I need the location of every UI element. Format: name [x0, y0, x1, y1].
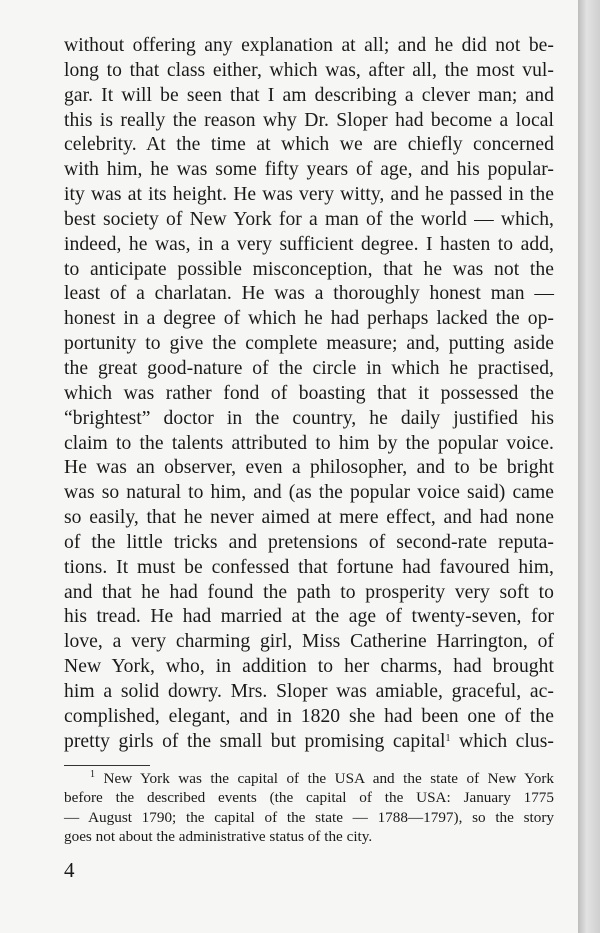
text-line: portunity to give the complete measure; and, putting aside	[64, 333, 554, 355]
text-line: indeed, he was, in a very sufficient degree. I hasten to add,	[64, 233, 554, 255]
text-line: least of a charlatan. He was a thoroughly honest man —	[64, 283, 554, 305]
footnote-divider	[64, 765, 150, 766]
text-line: gar. It will be seen that I am describing a clever man; and	[64, 84, 554, 106]
text-line: him a solid dowry. Mrs. Sloper was amiable, graceful, ac-	[64, 680, 554, 702]
text-line: with him, he was some fifty years of age, and his popular-	[64, 159, 554, 181]
text-segment: pretty girls of the small but promising capital	[64, 730, 446, 752]
text-line: complished, elegant, and in 1820 she had been one of the	[64, 705, 554, 727]
text-line: without offering any explanation at all; and he did not be-	[64, 35, 554, 56]
text-line: to anticipate possible misconception, that he was not the	[64, 258, 554, 280]
text-line: claim to the talents attributed to him by the popular voice.	[64, 432, 554, 454]
footnote-text: New York was the capital of the USA and the state of New York	[95, 770, 554, 787]
page-edge	[578, 0, 600, 933]
footnote-line	[64, 769, 554, 788]
text-line: this is really the reason why Dr. Sloper had become a local	[64, 109, 554, 131]
footnote-line: — August 1790; the capital of the state — 1788—1797), so the story	[64, 808, 554, 826]
text-line: New York, who, in addition to her charms, had brought	[64, 656, 554, 678]
text-line: celebrity. At the time at which we are chiefly concerned	[64, 134, 554, 156]
text-line-with-footnote-ref	[64, 730, 554, 755]
text-line: He was an observer, even a philosopher, and to be bright	[64, 457, 554, 479]
text-line: best society of New York for a man of the world — which,	[64, 208, 554, 230]
footnote-line: goes not about the administrative status of the city.	[64, 828, 373, 846]
text-line: of the little tricks and pretensions of second-rate reputa-	[64, 531, 554, 553]
text-line: was so natural to him, and (as the popular voice said) came	[64, 482, 554, 504]
footnote	[64, 769, 554, 847]
text-line: ity was at its height. He was very witty, and he passed in the	[64, 184, 554, 206]
text-line: which was rather fond of boasting that it possessed the	[64, 382, 554, 404]
text-line: and that he had found the path to prosperity very soft to	[64, 581, 554, 603]
text-line: “brightest” doctor in the country, he daily justified his	[64, 407, 554, 429]
page-number: 4	[64, 858, 75, 882]
text-line: so easily, that he never aimed at mere effect, and had none	[64, 507, 554, 529]
body-text	[64, 34, 554, 754]
text-segment: which clus-	[450, 730, 555, 752]
text-line: honest in a degree of which he had perhaps lacked the op-	[64, 308, 554, 330]
footnote-line: before the described events (the capital of the USA: January 1775	[64, 789, 554, 807]
text-line: the great good-nature of the circle in which he practised,	[64, 357, 554, 379]
text-line: long to that class either, which was, after all, the most vul-	[64, 59, 554, 81]
footnote-marker: 1	[90, 769, 95, 780]
text-line: love, a very charming girl, Miss Catherine Harrington, of	[64, 631, 554, 653]
text-line: his tread. He had married at the age of twenty-seven, for	[64, 606, 554, 628]
text-line: tions. It must be confessed that fortune had favoured him,	[64, 556, 554, 578]
footnote-reference: 1	[445, 732, 451, 744]
